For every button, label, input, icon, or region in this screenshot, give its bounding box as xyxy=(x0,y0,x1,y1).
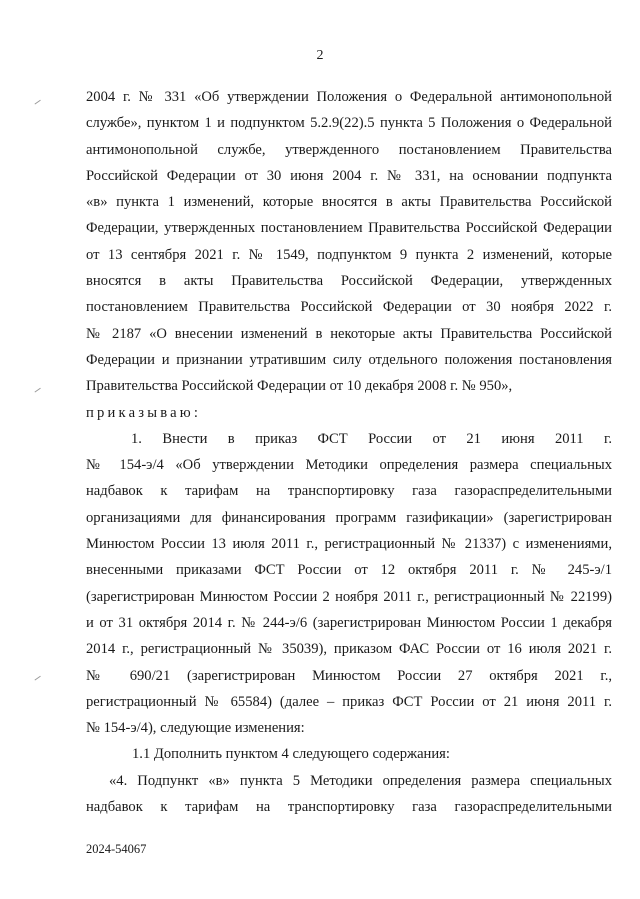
body-line: вносятся в акты Правительства Российской Федерации, утвержденных xyxy=(86,273,612,290)
page-number: 2 xyxy=(316,48,324,63)
body-line: надбавок к тарифам на транспортировку газа газораспределительными xyxy=(86,483,612,500)
body-line: регистрационный № 65584) (далее – приказ ФСТ России от 21 июня 2011 г. xyxy=(86,693,612,710)
body-line: Федерации, утвержденных постановлением Правительства Российской Федерации xyxy=(86,220,612,237)
body-line: Минюстом России 13 июля 2011 г., регистрационный № 21337) с изменениями, xyxy=(86,536,612,553)
body-line: Российской Федерации от 30 июня 2004 г. № 331, на основании подпункта xyxy=(86,167,612,184)
body-line: от 13 сентября 2021 г. № 1549, подпунктом 9 пункта 2 изменений, которые xyxy=(86,246,612,263)
margin-mark xyxy=(32,672,41,680)
body-line: надбавок к тарифам на транспортировку газа газораспределительными xyxy=(86,799,612,816)
body-line: внесенными приказами ФСТ России от 12 октября 2011 г. № 245-э/1 xyxy=(86,562,612,579)
body-line: № 2187 «О внесении изменений в некоторые акты Правительства Российской xyxy=(86,325,612,342)
body-line: Правительства Российской Федерации от 10 декабря 2008 г. № 950», xyxy=(86,378,513,395)
body-line: «в» пункта 1 изменений, которые вносятся в акты Правительства Российской xyxy=(86,194,612,211)
body-line: 2004 г. № 331 «Об утверждении Положения о Федеральной антимонопольной xyxy=(86,89,612,105)
body-line: № 154-э/4 «Об утверждении Методики определения размера специальных xyxy=(86,457,612,474)
body-line: антимонопольной службе, утвержденного постановлением Правительства xyxy=(86,141,612,158)
body-line: Федерации и признании утратившим силу отдельного положения постановления xyxy=(86,351,612,368)
body-line: и от 31 октября 2014 г. № 244-э/6 (зарегистрирован Минюстом России 1 декабря xyxy=(86,614,612,631)
quote-item-4-line: «4. Подпункт «в» пункта 5 Методики определения размера специальных xyxy=(109,772,612,789)
order-word: приказываю: xyxy=(86,404,202,421)
body-line: организациями для финансирования программ газификации» (зарегистрирован xyxy=(86,509,612,526)
item-1-1-line: 1.1 Дополнить пунктом 4 следующего содержания: xyxy=(132,746,450,763)
body-line: 2014 г., регистрационный № 35039), приказом ФАС России от 16 июля 2021 г. xyxy=(86,641,612,658)
body-line: службе», пунктом 1 и подпунктом 5.2.9(22).5 пункта 5 Положения о Федеральной xyxy=(86,115,612,132)
body-line: постановлением Правительства Российской Федерации от 30 ноября 2022 г. xyxy=(86,299,612,316)
body-line: № 690/21 (зарегистрирован Минюстом России 27 октября 2021 г., xyxy=(86,667,612,684)
body-line: (зарегистрирован Минюстом России 2 ноября 2011 г., регистрационный № 22199) xyxy=(86,588,612,605)
margin-mark xyxy=(32,96,41,104)
document-body xyxy=(86,84,612,820)
body-line: № 154-э/4), следующие изменения: xyxy=(86,720,305,737)
document-code: 2024-54067 xyxy=(86,842,147,856)
item-1-line: 1. Внести в приказ ФСТ России от 21 июня 2011 г. xyxy=(131,430,612,447)
margin-mark xyxy=(32,384,41,392)
